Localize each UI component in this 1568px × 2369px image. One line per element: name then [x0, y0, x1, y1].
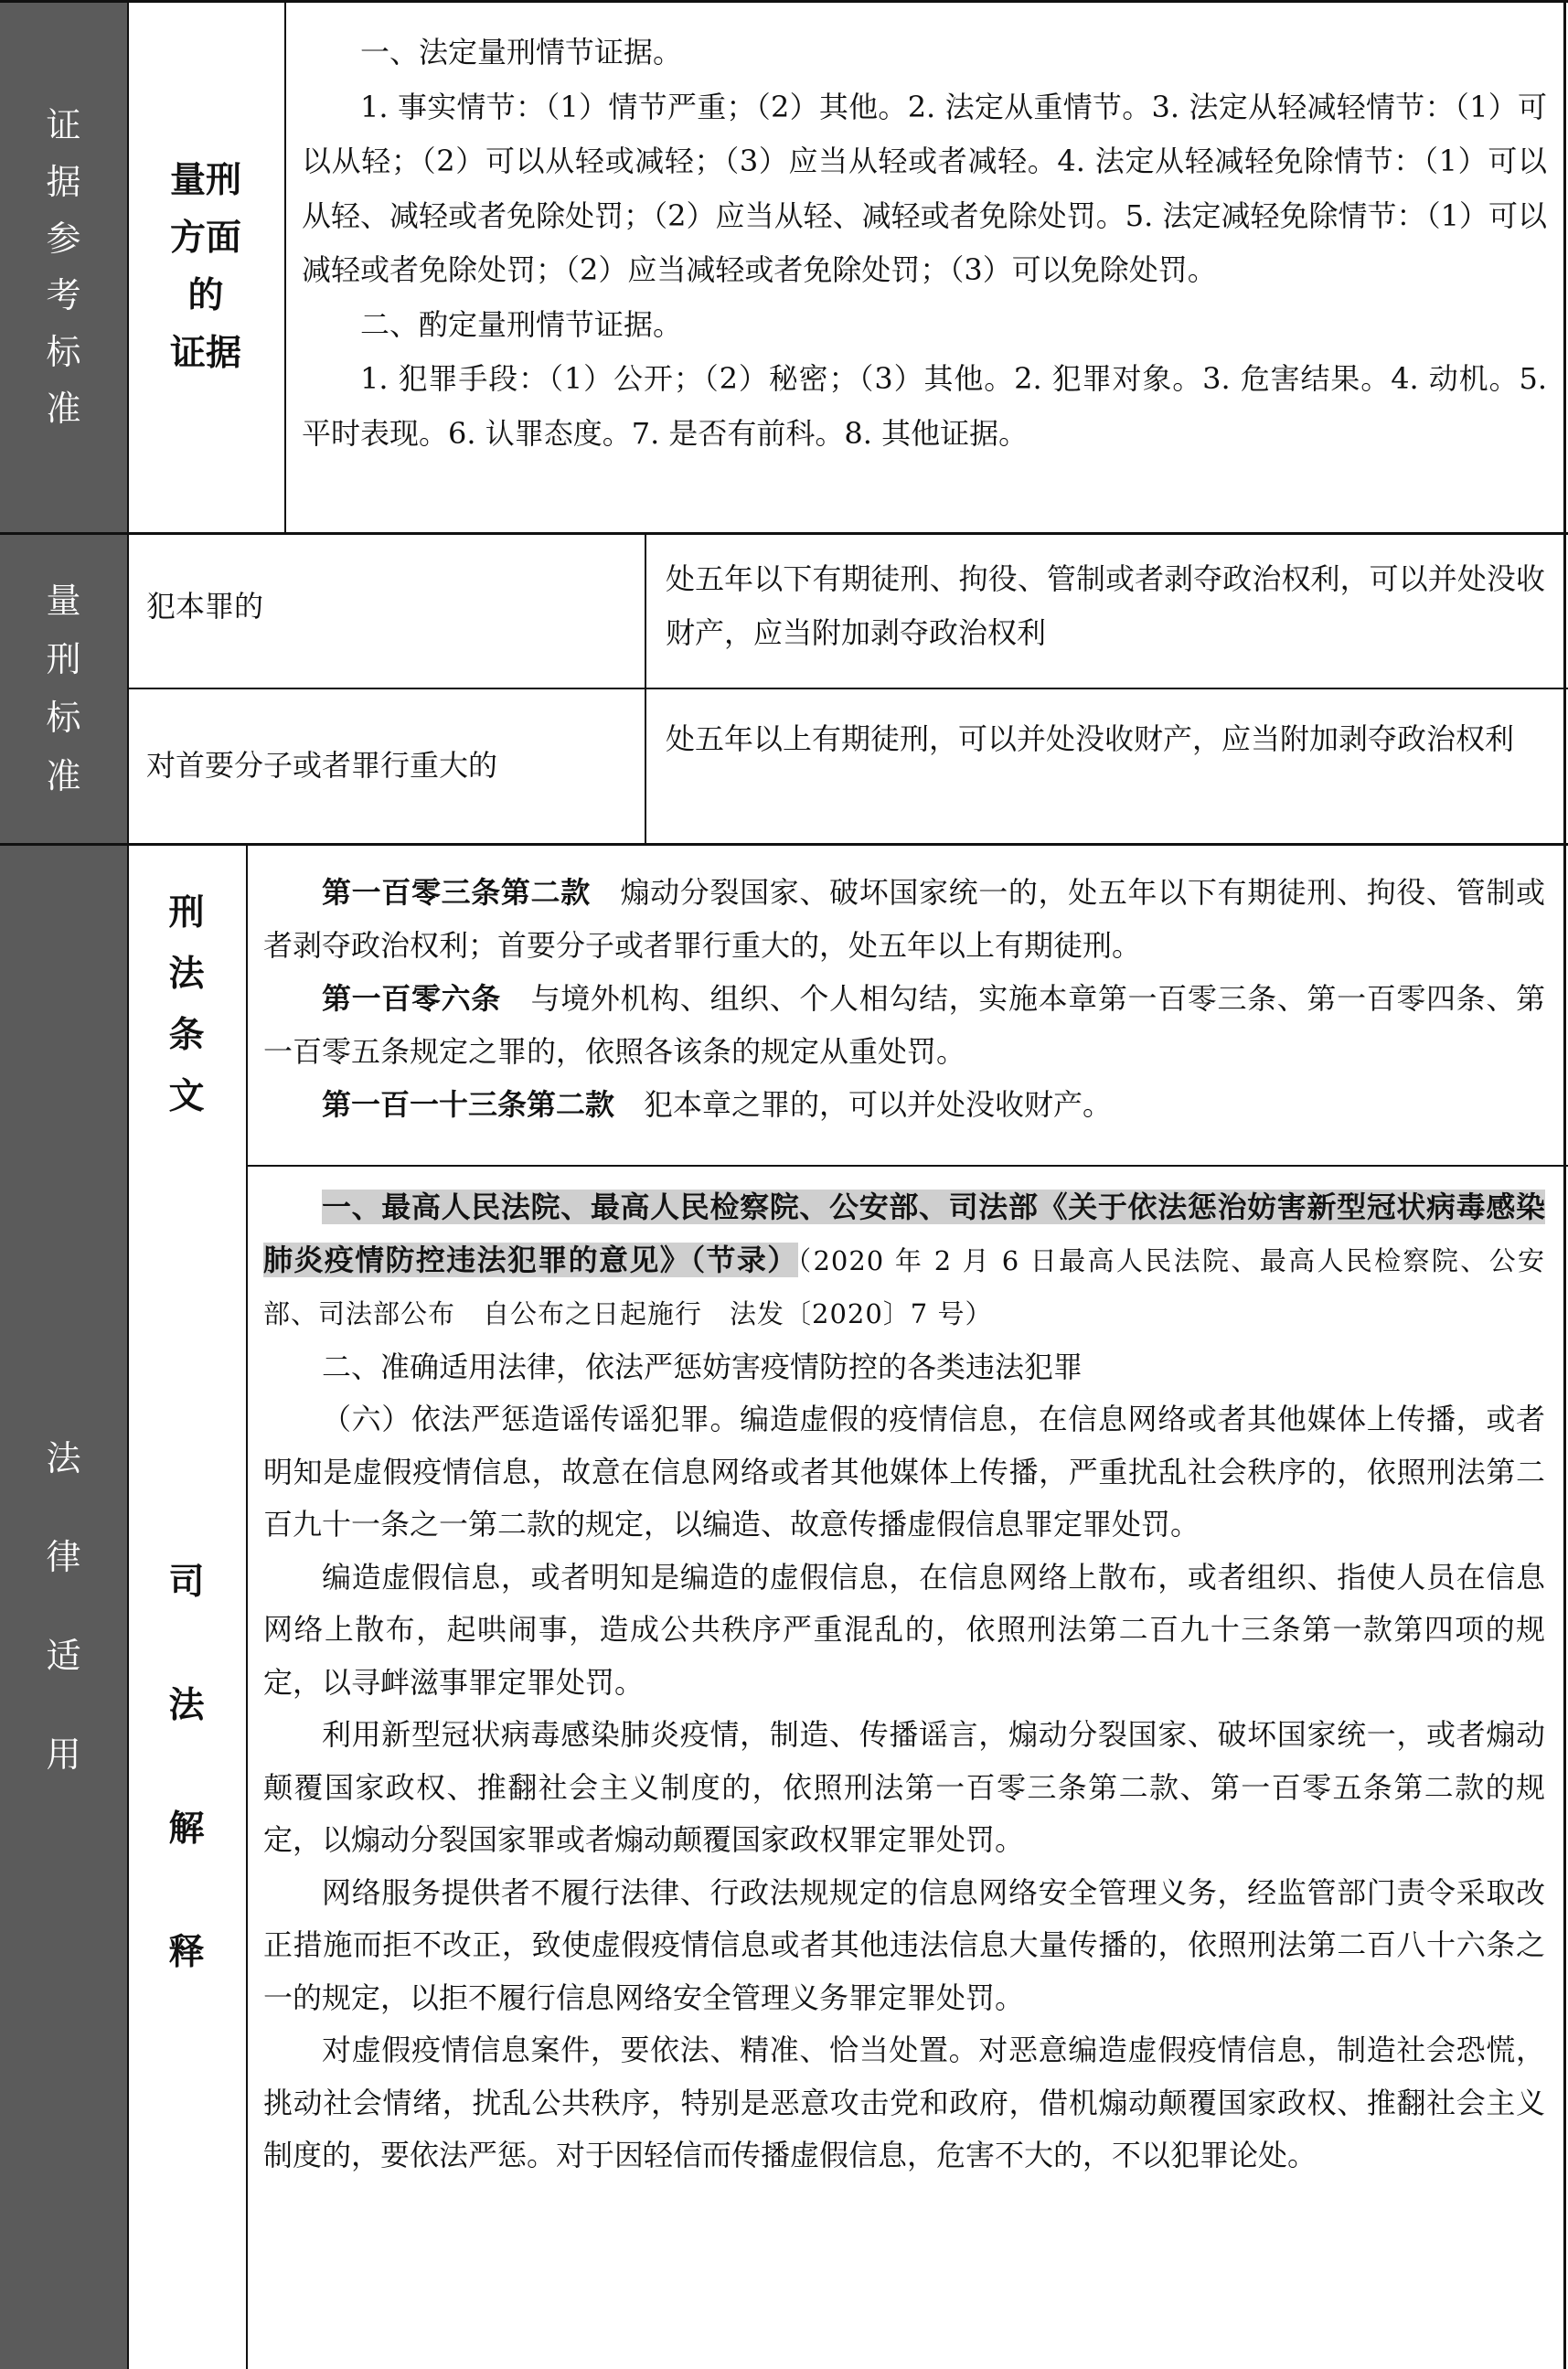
judicial-interpretation-text-block: [263, 1181, 1545, 2182]
evidence-paragraph: 二、酌定量刑情节证据。: [360, 306, 683, 342]
evidence-text-block: [302, 26, 1547, 461]
law-article: 第一百零六条 与境外机构、组织、个人相勾结，实施本章第一百零三条、第一百零四条、第一百零五条规定之罪的，依照各该条的规定从重处罚。: [263, 981, 1545, 1069]
table-border-top: [0, 0, 1568, 3]
table-divider: [0, 532, 1568, 535]
side-label-law-application: 法 律 适 用: [0, 844, 127, 2369]
table-divider: [127, 688, 1568, 689]
evidence-paragraph: 1. 事实情节：（1）情节严重；（2）其他。2. 法定从重情节。3. 法定从轻减轻情节：（1）可以从轻；（2）可以从轻或减轻；（3）应当从轻或者减轻。4. 法定从轻减轻免除情节：（1）可以从轻、减轻或者免除处罚；（2）应当从轻、减轻或者免除处罚。5. 法定减轻免除情节：（1）可以减轻或者免除处罚；（2）应当减轻或者免除处罚；（3）可以免除处罚。: [302, 89, 1547, 287]
category-sentencing-evidence: 量刑 方面 的 证据: [169, 159, 241, 374]
table-divider: [284, 0, 286, 533]
interpretation-paragraph: 对虚假疫情信息案件，要依法、精准、恰当处置。对恶意编造虚假疫情信息，制造社会恐慌，挑动社会情绪，扰乱公共秩序，特别是恶意攻击党和政府，借机煽动颠覆国家政权、推翻社会主义制度的，要依法严惩。对于因轻信而传播虚假信息，危害不大的，不以犯罪论处。: [263, 2033, 1545, 2172]
category-criminal-law-articles: 刑 法 条 文: [168, 892, 205, 1117]
interpretation-paragraph: 利用新型冠状病毒感染肺炎疫情，制造、传播谣言，煽动分裂国家、破坏国家统一，或者煽动颠覆国家政权、推翻社会主义制度的，依照刑法第一百零三条第二款、第一百零五条第二款的规定，以煽动分裂国家罪或者煽动颠覆国家政权罪定罪处罚。: [263, 1717, 1545, 1857]
table-border-right: [1563, 0, 1566, 2369]
standard-condition-cell: 对首要分子或者罪行重大的: [146, 748, 498, 783]
standard-penalty-cell: 处五年以下有期徒刑、拘役、管制或者剥夺政治权利，可以并处没收财产，应当附加剥夺政治权利: [666, 561, 1545, 650]
table-divider: [0, 843, 1568, 846]
interpretation-paragraph: 编造虚假信息，或者明知是编造的虚假信息，在信息网络上散布，或者组织、指使人员在信息网络上散布，起哄闹事，造成公共秩序严重混乱的，依照刑法第二百九十三条第一款第四项的规定，以寻衅滋事罪定罪处罚。: [263, 1559, 1545, 1700]
evidence-paragraph: 1. 犯罪手段：（1）公开；（2）秘密；（3）其他。2. 犯罪对象。3. 危害结果。4. 动机。5. 平时表现。6. 认罪态度。7. 是否有前科。8. 其他证据。: [302, 361, 1547, 451]
interpretation-paragraph: 二、准确适用法律，依法严惩妨害疫情防控的各类违法犯罪: [322, 1349, 1083, 1384]
table-divider: [246, 844, 248, 2369]
interpretation-paragraph: （六）依法严惩造谣传谣犯罪。编造虚假的疫情信息，在信息网络或者其他媒体上传播，或者明知是虚假疫情信息，故意在信息网络或者其他媒体上传播，严重扰乱社会秩序的，依照刑法第二百九十一条之一第二款的规定，以编造、故意传播虚假信息罪定罪处罚。: [263, 1402, 1545, 1542]
table-divider: [246, 1165, 1568, 1167]
interpretation-title: 一、最高人民法院、最高人民检察院、公安部、司法部《关于依法惩治妨害新型冠状病毒感染肺炎疫情防控违法犯罪的意见》（节录）（2020 年 2 月 6 日最高人民法院、最高人民检察院、公安部、司法部公布 自公布之日起施行 法发〔2020〕7 号）: [263, 1190, 1545, 1329]
law-article: 第一百一十三条第二款 犯本章之罪的，可以并处没收财产。: [322, 1087, 1113, 1122]
side-label-evidence-reference: 证 据 参 考 标 准: [0, 0, 127, 533]
standard-penalty-cell: 处五年以上有期徒刑，可以并处没收财产，应当附加剥夺政治权利: [666, 721, 1515, 756]
law-article: 第一百零三条第二款 煽动分裂国家、破坏国家统一的，处五年以下有期徒刑、拘役、管制或者剥夺政治权利；首要分子或者罪行重大的，处五年以上有期徒刑。: [263, 875, 1545, 963]
standard-condition-cell: 犯本罪的: [146, 589, 264, 624]
evidence-paragraph: 一、法定量刑情节证据。: [360, 35, 683, 69]
category-judicial-interpretation: 司 法 解 释: [168, 1562, 205, 1973]
criminal-law-text-block: [263, 866, 1545, 1131]
side-label-sentencing-standard: 量 刑 标 准: [0, 533, 127, 844]
interpretation-paragraph: 网络服务提供者不履行法律、行政法规规定的信息网络安全管理义务，经监管部门责令采取改正措施而拒不改正，致使虚假疫情信息或者其他违法信息大量传播的，依照刑法第二百八十六条之一的规定，以拒不履行信息网络安全管理义务罪定罪处罚。: [263, 1874, 1545, 2015]
table-divider: [127, 0, 129, 2369]
